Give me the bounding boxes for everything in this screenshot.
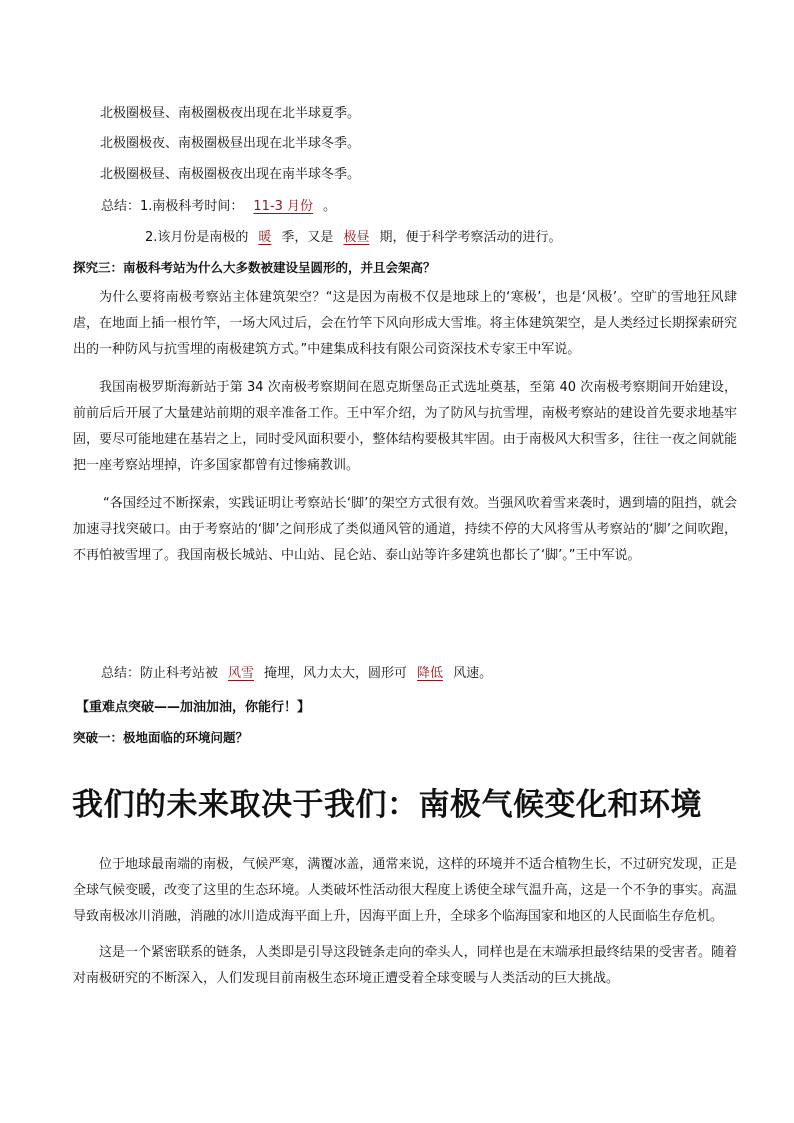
explore-3-paragraph-2: 我国南极罗斯海新站于第 34 次南极考察期间在恩克斯堡岛正式选址奠基，至第 40 次南极考察期间开始建设，前前后后开展了大量建站前期的艰辛准备工作。王中军介绍，为了防风与抗雪埋，南极考察站的建设首先要求地基牢固，要尽可能地建在基岩之上，同时受风面积要小，整体结构要极其牢固。由于南极风大积雪多，往往一夜之间就能把一座考察站埋掉，许多国家都曾有过惨痛教训。 [73, 380, 737, 473]
statement-line-1: 北极圈极昼、南极圈极夜出现在北半球夏季。 [100, 106, 361, 121]
summary-1-prefix: 总结：1.南极科考时间： [101, 199, 244, 214]
summary-3-prefix: 总结：防止科考站被 [101, 666, 219, 681]
summary-2-prefix: 2.该月份是南极的 [145, 230, 249, 245]
summary-3 [101, 665, 492, 683]
article-paragraph-1: 位于地球最南端的南极，气候严寒，满覆冰盖，通常来说，这样的环境并不适合植物生长，不过研究发现，正是全球气候变暖，改变了这里的生态环境。人类破坏性活动很大程度上诱使全球气温升高，这是一个不争的事实。高温导致南极冰川消融，消融的冰川造成海平面上升，因海平面上升，全球多个临海国家和地区的人民面临生存危机。 [73, 857, 737, 924]
article-paragraph-2: 这是一个紧密联系的链条，人类即是引导这段链条走向的牵头人，同样也是在末端承担最终结果的受害者。随着对南极研究的不断深入，人们发现目前南极生态环境正遭受着全球变暖与人类活动的巨大挑战。 [73, 945, 737, 986]
explore-3-body [73, 285, 737, 569]
summary-1-answer: 11-3 月份 [253, 199, 314, 214]
breakthrough-sub-heading: 突破一：极地面临的环境问题？ [73, 730, 249, 745]
summary-1 [101, 198, 336, 216]
breakthrough-heading: 【重难点突破——加油加油，你能行！】 [76, 700, 311, 715]
article-title: 我们的未来取决于我们：南极气候变化和环境 [72, 787, 702, 823]
summary-2-answer-1: 暖 [258, 230, 272, 245]
summary-3-answer-2: 降低 [417, 666, 444, 681]
article-body [73, 852, 737, 992]
explore-3-paragraph-3: “各国经过不断探索，实践证明让考察站长‘脚’的架空方式很有效。当强风吹着雪来袭时，遇到墙的阻挡，就会加速寻找突破口。由于考察站的‘脚’之间形成了类似通风管的通道，持续不停的大风将雪从考察站的‘脚’之间吹跑，不再怕被雪埋了。我国南极长城站、中山站、昆仑站、泰山站等许多建筑也都长了‘脚’。”王中军说。 [73, 496, 737, 563]
statement-line-2: 北极圈极夜、南极圈极昼出现在北半球冬季。 [100, 136, 361, 151]
summary-3-suffix: 风速。 [453, 666, 493, 681]
summary-2-suffix: 期，便于科学考察活动的进行。 [379, 230, 562, 245]
summary-2-answer-2: 极昼 [343, 230, 370, 245]
explore-3-paragraph-1: 为什么要将南极考察站主体建筑架空？“这是因为南极不仅是地球上的‘寒极’，也是‘风极’。空旷的雪地狂风肆虐，在地面上插一根竹竿，一场大风过后，会在竹竿下风向形成大雪堆。将主体建筑架空，是人类经过长期探索研究出的一种防风与抗雪埋的南极建筑方式。”中建集成科技有限公司资深技术专家王中军说。 [73, 290, 737, 357]
summary-1-suffix: 。 [323, 199, 337, 214]
summary-2-mid: 季，又是 [281, 230, 334, 245]
explore-3-heading: 探究三：南极科考站为什么大多数被建设呈圆形的，并且会架高？ [73, 260, 436, 275]
summary-2 [145, 229, 561, 247]
summary-3-answer-1: 风雪 [228, 666, 255, 681]
summary-3-mid: 掩埋，风力太大，圆形可 [264, 666, 408, 681]
statement-line-3: 北极圈极昼、南极圈极夜出现在南半球冬季。 [100, 167, 361, 182]
